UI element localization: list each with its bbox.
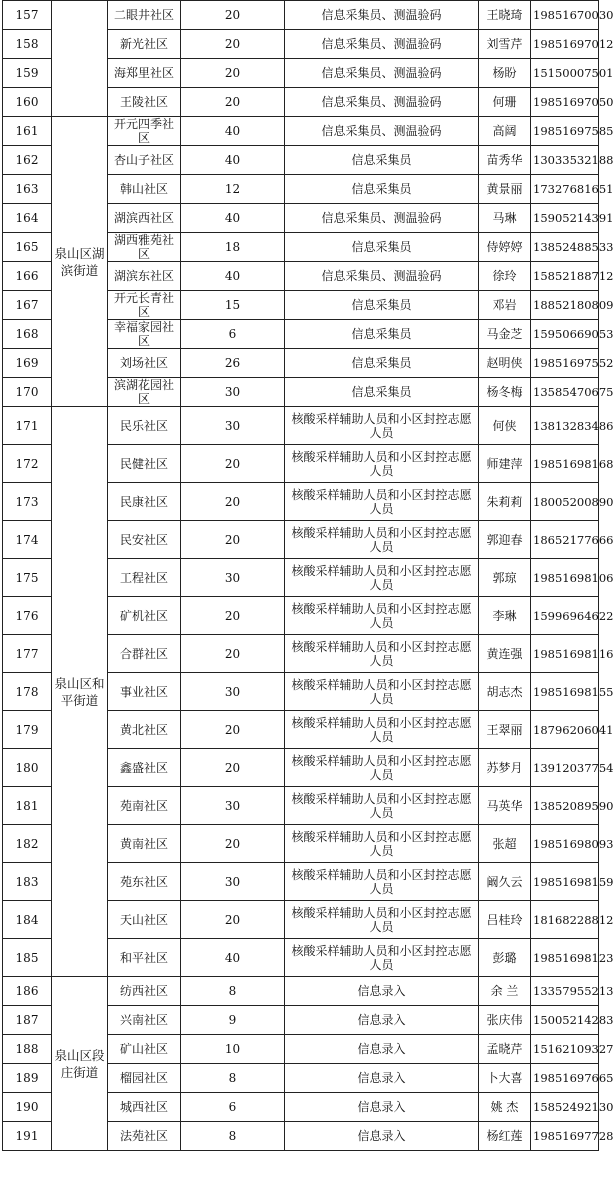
- role-description: 核酸采样辅助人员和小区封控志愿人员: [285, 521, 479, 559]
- volunteer-count: 8: [181, 977, 285, 1006]
- contact-phone: 19851698159: [531, 863, 599, 901]
- contact-name: 杨盼: [479, 59, 531, 88]
- role-description: 核酸采样辅助人员和小区封控志愿人员: [285, 673, 479, 711]
- contact-name: 彭璐: [479, 939, 531, 977]
- role-description: 信息采集员、测温验码: [285, 30, 479, 59]
- contact-name: 王晓琦: [479, 1, 531, 30]
- contact-phone: 19851697050: [531, 88, 599, 117]
- role-description: 核酸采样辅助人员和小区封控志愿人员: [285, 597, 479, 635]
- contact-name: 苗秀华: [479, 146, 531, 175]
- contact-phone: 15005214283: [531, 1006, 599, 1035]
- community-name: 天山社区: [108, 901, 181, 939]
- role-description: 核酸采样辅助人员和小区封控志愿人员: [285, 787, 479, 825]
- contact-name: 赵明侠: [479, 349, 531, 378]
- contact-name: 杨冬梅: [479, 378, 531, 407]
- volunteer-count: 8: [181, 1064, 285, 1093]
- row-number: 177: [3, 635, 52, 673]
- role-description: 信息采集员: [285, 378, 479, 407]
- volunteer-count: 20: [181, 749, 285, 787]
- community-name: 王陵社区: [108, 88, 181, 117]
- row-number: 175: [3, 559, 52, 597]
- volunteer-count: 20: [181, 445, 285, 483]
- contact-name: 阚久云: [479, 863, 531, 901]
- row-number: 162: [3, 146, 52, 175]
- volunteer-count: 6: [181, 1093, 285, 1122]
- community-name: 刘场社区: [108, 349, 181, 378]
- contact-name: 卜大喜: [479, 1064, 531, 1093]
- role-description: 核酸采样辅助人员和小区封控志愿人员: [285, 483, 479, 521]
- row-number: 159: [3, 59, 52, 88]
- contact-phone: 13357955213: [531, 977, 599, 1006]
- contact-name: 郭琼: [479, 559, 531, 597]
- volunteer-count: 26: [181, 349, 285, 378]
- contact-name: 李琳: [479, 597, 531, 635]
- role-description: 信息采集员: [285, 291, 479, 320]
- contact-name: 高阔: [479, 117, 531, 146]
- community-name: 黄北社区: [108, 711, 181, 749]
- volunteer-count: 20: [181, 483, 285, 521]
- contact-phone: 13852488533: [531, 233, 599, 262]
- contact-phone: 13912037754: [531, 749, 599, 787]
- community-name: 二眼井社区: [108, 1, 181, 30]
- volunteer-count: 40: [181, 146, 285, 175]
- table-row: [3, 1, 599, 30]
- contact-phone: 13852089590: [531, 787, 599, 825]
- volunteer-count: 20: [181, 521, 285, 559]
- contact-name: 孟晓芹: [479, 1035, 531, 1064]
- contact-phone: 19851697585: [531, 117, 599, 146]
- role-description: 信息录入: [285, 977, 479, 1006]
- role-description: 信息采集员: [285, 233, 479, 262]
- contact-phone: 19851698106: [531, 559, 599, 597]
- contact-name: 徐玲: [479, 262, 531, 291]
- role-description: 核酸采样辅助人员和小区封控志愿人员: [285, 749, 479, 787]
- contact-phone: 18005200890: [531, 483, 599, 521]
- role-description: 核酸采样辅助人员和小区封控志愿人员: [285, 635, 479, 673]
- row-number: 163: [3, 175, 52, 204]
- community-name: 湖西雅苑社区: [108, 233, 181, 262]
- contact-phone: 18168228812: [531, 901, 599, 939]
- contact-name: 邓岩: [479, 291, 531, 320]
- volunteer-count: 40: [181, 262, 285, 291]
- volunteer-count: 6: [181, 320, 285, 349]
- community-name: 工程社区: [108, 559, 181, 597]
- row-number: 187: [3, 1006, 52, 1035]
- role-description: 信息采集员: [285, 175, 479, 204]
- contact-name: 王翠丽: [479, 711, 531, 749]
- contact-name: 马金芝: [479, 320, 531, 349]
- volunteer-count: 40: [181, 117, 285, 146]
- contact-name: 黄连强: [479, 635, 531, 673]
- row-number: 185: [3, 939, 52, 977]
- role-description: 信息采集员、测温验码: [285, 1, 479, 30]
- role-description: 信息录入: [285, 1122, 479, 1151]
- contact-name: 朱莉莉: [479, 483, 531, 521]
- volunteer-count: 20: [181, 825, 285, 863]
- volunteer-count: 20: [181, 30, 285, 59]
- contact-phone: 15996964622: [531, 597, 599, 635]
- community-name: 海郑里社区: [108, 59, 181, 88]
- contact-phone: 19851698093: [531, 825, 599, 863]
- contact-phone: 19851698155: [531, 673, 599, 711]
- community-name: 鑫盛社区: [108, 749, 181, 787]
- role-description: 信息采集员、测温验码: [285, 59, 479, 88]
- row-number: 160: [3, 88, 52, 117]
- contact-name: 师建萍: [479, 445, 531, 483]
- role-description: 信息录入: [285, 1093, 479, 1122]
- contact-name: 何珊: [479, 88, 531, 117]
- contact-name: 吕桂玲: [479, 901, 531, 939]
- volunteer-count: 20: [181, 88, 285, 117]
- contact-phone: 19851698123: [531, 939, 599, 977]
- row-number: 172: [3, 445, 52, 483]
- community-name: 榴园社区: [108, 1064, 181, 1093]
- contact-phone: 13813283486: [531, 407, 599, 445]
- contact-name: 杨红莲: [479, 1122, 531, 1151]
- role-description: 信息采集员、测温验码: [285, 262, 479, 291]
- volunteer-count: 20: [181, 901, 285, 939]
- row-number: 168: [3, 320, 52, 349]
- row-number: 179: [3, 711, 52, 749]
- community-name: 纺西社区: [108, 977, 181, 1006]
- row-number: 183: [3, 863, 52, 901]
- contact-name: 黄景丽: [479, 175, 531, 204]
- row-number: 176: [3, 597, 52, 635]
- row-number: 171: [3, 407, 52, 445]
- contact-phone: 18652177666: [531, 521, 599, 559]
- community-name: 城西社区: [108, 1093, 181, 1122]
- table-row: [3, 117, 599, 146]
- volunteer-count: 40: [181, 204, 285, 233]
- contact-name: 马琳: [479, 204, 531, 233]
- row-number: 188: [3, 1035, 52, 1064]
- volunteer-count: 20: [181, 59, 285, 88]
- volunteer-count: 30: [181, 378, 285, 407]
- community-name: 滨湖花园社区: [108, 378, 181, 407]
- contact-phone: 19851697552: [531, 349, 599, 378]
- role-description: 信息采集员、测温验码: [285, 117, 479, 146]
- row-number: 186: [3, 977, 52, 1006]
- contact-name: 姚 杰: [479, 1093, 531, 1122]
- role-description: 核酸采样辅助人员和小区封控志愿人员: [285, 901, 479, 939]
- community-name: 湖滨西社区: [108, 204, 181, 233]
- volunteer-count: 8: [181, 1122, 285, 1151]
- street-name: 泉山区段庄街道: [52, 977, 108, 1151]
- community-name: 杏山子社区: [108, 146, 181, 175]
- volunteer-count: 12: [181, 175, 285, 204]
- row-number: 164: [3, 204, 52, 233]
- role-description: 核酸采样辅助人员和小区封控志愿人员: [285, 863, 479, 901]
- row-number: 174: [3, 521, 52, 559]
- contact-name: 张庆伟: [479, 1006, 531, 1035]
- contact-name: 余 兰: [479, 977, 531, 1006]
- community-name: 民安社区: [108, 521, 181, 559]
- contact-name: 马英华: [479, 787, 531, 825]
- role-description: 信息采集员: [285, 320, 479, 349]
- volunteer-table: [2, 0, 613, 1151]
- contact-name: 郭迎春: [479, 521, 531, 559]
- volunteer-count: 18: [181, 233, 285, 262]
- row-number: 158: [3, 30, 52, 59]
- volunteer-count: 20: [181, 635, 285, 673]
- contact-phone: 19851698168: [531, 445, 599, 483]
- community-name: 合群社区: [108, 635, 181, 673]
- contact-phone: 15162109327: [531, 1035, 599, 1064]
- community-name: 民康社区: [108, 483, 181, 521]
- contact-phone: 19851697012: [531, 30, 599, 59]
- row-number: 190: [3, 1093, 52, 1122]
- role-description: 信息采集员、测温验码: [285, 204, 479, 233]
- row-number: 169: [3, 349, 52, 378]
- row-number: 181: [3, 787, 52, 825]
- contact-phone: 18796206041: [531, 711, 599, 749]
- contact-phone: 13033532188: [531, 146, 599, 175]
- contact-phone: 19851697665: [531, 1064, 599, 1093]
- row-number: 180: [3, 749, 52, 787]
- volunteer-count: 10: [181, 1035, 285, 1064]
- community-name: 开元长青社区: [108, 291, 181, 320]
- role-description: 信息录入: [285, 1035, 479, 1064]
- row-number: 191: [3, 1122, 52, 1151]
- community-name: 兴南社区: [108, 1006, 181, 1035]
- contact-phone: 17327681651: [531, 175, 599, 204]
- volunteer-count: 20: [181, 597, 285, 635]
- role-description: 核酸采样辅助人员和小区封控志愿人员: [285, 559, 479, 597]
- role-description: 核酸采样辅助人员和小区封控志愿人员: [285, 445, 479, 483]
- volunteer-count: 40: [181, 939, 285, 977]
- contact-name: 侍婷婷: [479, 233, 531, 262]
- contact-phone: 15852492130: [531, 1093, 599, 1122]
- community-name: 黄南社区: [108, 825, 181, 863]
- contact-phone: 15950669053: [531, 320, 599, 349]
- table-row: [3, 407, 599, 445]
- volunteer-count: 30: [181, 787, 285, 825]
- contact-phone: 19851697728: [531, 1122, 599, 1151]
- community-name: 和平社区: [108, 939, 181, 977]
- row-number: 184: [3, 901, 52, 939]
- street-name: 泉山区湖滨街道: [52, 117, 108, 407]
- volunteer-count: 30: [181, 407, 285, 445]
- community-name: 矿山社区: [108, 1035, 181, 1064]
- contact-phone: 19851698116: [531, 635, 599, 673]
- role-description: 信息录入: [285, 1006, 479, 1035]
- row-number: 157: [3, 1, 52, 30]
- row-number: 189: [3, 1064, 52, 1093]
- row-number: 165: [3, 233, 52, 262]
- street-name: [52, 1, 108, 117]
- row-number: 173: [3, 483, 52, 521]
- volunteer-count: 20: [181, 1, 285, 30]
- community-name: 新光社区: [108, 30, 181, 59]
- row-number: 166: [3, 262, 52, 291]
- volunteer-count: 9: [181, 1006, 285, 1035]
- role-description: 信息采集员、测温验码: [285, 88, 479, 117]
- community-name: 幸福家园社区: [108, 320, 181, 349]
- contact-phone: 18852180809: [531, 291, 599, 320]
- role-description: 信息采集员: [285, 349, 479, 378]
- contact-phone: 13585470675: [531, 378, 599, 407]
- contact-phone: 15852188712: [531, 262, 599, 291]
- volunteer-count: 30: [181, 863, 285, 901]
- row-number: 178: [3, 673, 52, 711]
- role-description: 核酸采样辅助人员和小区封控志愿人员: [285, 711, 479, 749]
- row-number: 167: [3, 291, 52, 320]
- community-name: 民健社区: [108, 445, 181, 483]
- volunteer-count: 30: [181, 673, 285, 711]
- community-name: 事业社区: [108, 673, 181, 711]
- row-number: 170: [3, 378, 52, 407]
- street-name: 泉山区和平街道: [52, 407, 108, 977]
- role-description: 核酸采样辅助人员和小区封控志愿人员: [285, 825, 479, 863]
- row-number: 182: [3, 825, 52, 863]
- role-description: 核酸采样辅助人员和小区封控志愿人员: [285, 939, 479, 977]
- volunteer-count: 15: [181, 291, 285, 320]
- role-description: 信息录入: [285, 1064, 479, 1093]
- community-name: 法苑社区: [108, 1122, 181, 1151]
- community-name: 民乐社区: [108, 407, 181, 445]
- row-number: 161: [3, 117, 52, 146]
- volunteer-count: 20: [181, 711, 285, 749]
- community-name: 矿机社区: [108, 597, 181, 635]
- contact-name: 刘雪芹: [479, 30, 531, 59]
- table-row: [3, 977, 599, 1006]
- contact-phone: 15150007501: [531, 59, 599, 88]
- volunteer-count: 30: [181, 559, 285, 597]
- contact-name: 胡志杰: [479, 673, 531, 711]
- contact-name: 苏梦月: [479, 749, 531, 787]
- contact-phone: 19851670030: [531, 1, 599, 30]
- community-name: 湖滨东社区: [108, 262, 181, 291]
- community-name: 韩山社区: [108, 175, 181, 204]
- community-name: 苑南社区: [108, 787, 181, 825]
- contact-name: 张超: [479, 825, 531, 863]
- role-description: 信息采集员: [285, 146, 479, 175]
- contact-phone: 15905214391: [531, 204, 599, 233]
- role-description: 核酸采样辅助人员和小区封控志愿人员: [285, 407, 479, 445]
- contact-name: 何侠: [479, 407, 531, 445]
- community-name: 苑东社区: [108, 863, 181, 901]
- community-name: 开元四季社区: [108, 117, 181, 146]
